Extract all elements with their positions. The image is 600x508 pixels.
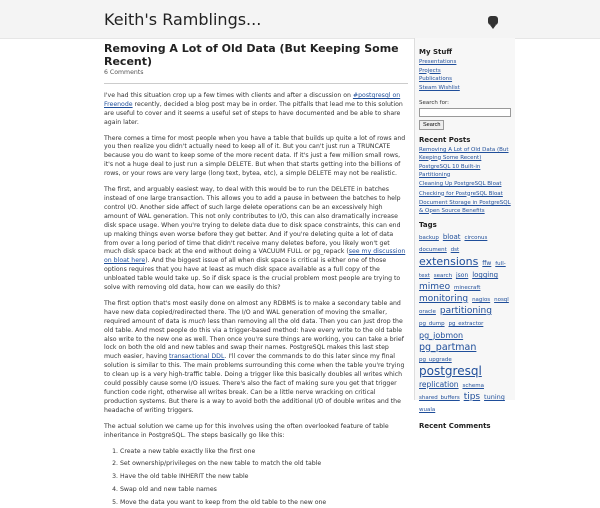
paragraph-1 bbox=[104, 92, 408, 128]
tag-link[interactable]: pg_jobmon bbox=[419, 331, 464, 340]
paragraph-2: There comes a time for most people when you have a table that builds up quite a lot of rows and you then realize you didn't actually need to keep all of it. But you can't just run a TRUNCATE because you do want to keep some of the more recent data. If it's just a few million small rows, it's not a huge deal to just run a simple DELETE. But when that starts getting into the billions of rows, or your rows are very large (long text, bytea, etc), a simple DELETE may not be realistic. bbox=[104, 134, 406, 178]
tag-link[interactable]: bloat bbox=[442, 233, 461, 241]
tag-link[interactable]: search bbox=[433, 273, 453, 279]
tag-link[interactable]: oracle bbox=[419, 309, 436, 315]
tag-link[interactable]: tips bbox=[463, 392, 481, 402]
sidebar-item-publications[interactable]: Publications bbox=[419, 76, 453, 82]
tag-link[interactable]: extensions bbox=[419, 255, 479, 268]
recent-posts-heading: Recent Posts bbox=[419, 136, 471, 144]
tag-link[interactable]: nagios bbox=[472, 297, 491, 303]
search-input[interactable] bbox=[419, 108, 511, 117]
tag-link[interactable]: monitoring bbox=[419, 294, 469, 304]
search-row bbox=[419, 108, 511, 117]
recent-post-link[interactable]: PostgreSQL 10 Built-in Partitioning bbox=[419, 164, 481, 178]
p3-text-b: ). And the biggest issue of all when disk space is critical is either one of those options requires that you have at least as much disk space available as a full copy of the unbloated table would take up. So if disk space is the crucial problem most people are trying to solve with removing old data, how can we easily do this? bbox=[104, 257, 401, 292]
p4-text-c: . I'll cover the commands to do this later since my final solution is similar to this. The main problems surrounding this come when the table you're trying to clean up is a very high-traffic table. Doing a trigger like this basically doubles all writes which could possibly cause some I/O issues. There's also the fact of making sure you get that trigger function code right, otherwise all writes break. Can be a little nerve wracking on critical production systems. But there is a way to avoid both the additional I/O of double writes and the headache of writing triggers. bbox=[104, 353, 405, 414]
tag-link[interactable]: replication bbox=[419, 380, 459, 389]
tag-link[interactable]: json bbox=[455, 272, 469, 279]
paragraph-4 bbox=[104, 300, 408, 416]
tag-link[interactable]: dst bbox=[450, 247, 460, 253]
search-label: Search for: bbox=[419, 100, 449, 106]
recent-post-link[interactable]: Cleaning Up PostgreSQL Bloat bbox=[419, 181, 502, 187]
recent-post-link[interactable]: Removing A Lot of Old Data (But Keeping Some Recent) bbox=[419, 147, 509, 161]
post-content bbox=[104, 38, 408, 507]
list-item: 2. Set ownership/privileges on the new table to match the old table bbox=[120, 460, 408, 469]
freenode-link[interactable]: #postgresql on Freenode bbox=[104, 91, 401, 108]
p4-text-b: less than removing all the old data. Then you can just drop the old table. And most people do this via a trigger-based method: have every write to the old table also write to the new one as well. Then once you're sure things are working, you can take a brief lock on both the old and new tables and swap their names. PostgreSQL makes this last step much easier, having bbox=[104, 317, 404, 361]
p1-text-b: recently, decided a blog post may be in order. The pitfalls that lead me to this solution are useful to cover and it seems a useful set of steps to have documented and be able to share again later. bbox=[104, 100, 403, 126]
recent-comments-heading: Recent Comments bbox=[419, 422, 491, 430]
tag-link[interactable]: logging bbox=[472, 271, 499, 279]
steps-list bbox=[104, 448, 408, 508]
tag-link[interactable]: pg_extractor bbox=[448, 321, 484, 327]
sidebar bbox=[414, 38, 515, 430]
tag-link[interactable]: pg_dump bbox=[419, 321, 445, 327]
sidebar-item-projects[interactable]: Projects bbox=[419, 67, 441, 74]
tag-link[interactable]: pg_upgrade bbox=[419, 357, 452, 363]
speech-bubble-icon[interactable] bbox=[488, 16, 498, 25]
search-button[interactable]: Search bbox=[419, 120, 444, 130]
p3-text-a: The first, and arguably easiest way, to deal with this would be to run the DELETE in batches instead of one large transaction. This allows you to add a pause in between the batches to help control I/O. Another side affect of such large delete operations can be an excessively high amount of WAL generation. This not only contributes to I/O, this can also dramatically increase disk space usage. When you're trying to delete data due to disk space constraints, this can end up making things even worse before they get better. And if you're deleting quite a lot of data from over a long period of time that didn't receive many deletes before, you likely won't get much disk space back at the end without doing a VACUUM FULL or pg_repack ( bbox=[104, 186, 401, 256]
tag-link[interactable]: wuala bbox=[419, 407, 436, 413]
site-title[interactable]: Keith's Ramblings... bbox=[104, 10, 262, 29]
recent-post-link[interactable]: Document Storage in PostgreSQL & Open Source Benefits bbox=[419, 200, 511, 214]
tag-link[interactable]: postgresql bbox=[419, 364, 482, 378]
list-item: 1. Create a new table exactly like the first one bbox=[120, 448, 408, 457]
tag-link[interactable]: tuning bbox=[484, 393, 505, 401]
tag-link[interactable]: document bbox=[419, 247, 447, 253]
paragraph-5: The actual solution we came up for this involves using the often overlooked feature of table inheritance in PostgreSQL. The steps basically go like this: bbox=[104, 422, 389, 439]
tags-heading: Tags bbox=[419, 221, 437, 229]
tag-link[interactable]: circonus bbox=[464, 235, 488, 241]
tag-cloud bbox=[419, 232, 511, 416]
list-item: 4. Swap old and new table names bbox=[120, 486, 408, 495]
tag-link[interactable]: pg_partman bbox=[419, 342, 477, 353]
post-title[interactable]: Removing A Lot of Old Data (But Keeping Some Recent) bbox=[104, 42, 399, 68]
comments-link[interactable]: 6 Comments bbox=[104, 69, 408, 84]
tag-link[interactable]: shared_buffers bbox=[419, 395, 460, 401]
p4-text-a: The first option that's most easily done on almost any RDBMS is to make a secondary table and have new data copied/redirected there. The I/O and WAL generation of moving the smaller, required amount of data is bbox=[104, 299, 401, 325]
p4-emphasis: much bbox=[188, 317, 206, 325]
tag-link[interactable]: nosql bbox=[494, 297, 509, 303]
recent-post-link[interactable]: Checking for PostgreSQL Bloat bbox=[419, 190, 503, 197]
recent-posts-list bbox=[419, 147, 511, 215]
list-item: 3. Have the old table INHERIT the new table bbox=[120, 473, 408, 482]
list-item: 5. Move the data you want to keep from the old table to the new one bbox=[120, 499, 408, 508]
tag-link[interactable]: backup bbox=[419, 235, 439, 241]
tag-link[interactable]: mimeo bbox=[419, 282, 451, 292]
tag-link[interactable]: schema bbox=[462, 383, 484, 389]
paragraph-3 bbox=[104, 186, 408, 293]
tag-link[interactable]: partitioning bbox=[439, 306, 492, 316]
tag-link[interactable]: ffw bbox=[482, 260, 492, 267]
transactional-ddl-link[interactable]: transactional DDL bbox=[168, 353, 225, 361]
sidebar-item-steam-wishlist[interactable]: Steam Wishlist bbox=[419, 84, 460, 91]
site-header bbox=[0, 0, 600, 39]
my-stuff-heading: My Stuff bbox=[419, 48, 453, 56]
tag-link[interactable]: minecraft bbox=[454, 285, 481, 291]
sidebar-item-presentations[interactable]: Presentations bbox=[419, 59, 457, 65]
bloat-discussion-link[interactable]: see my discussion on bloat here bbox=[104, 248, 406, 265]
p1-text-a: I've had this situation crop up a few times with clients and after a discussion on bbox=[104, 91, 353, 99]
tag-link[interactable]: full-text bbox=[419, 261, 506, 279]
